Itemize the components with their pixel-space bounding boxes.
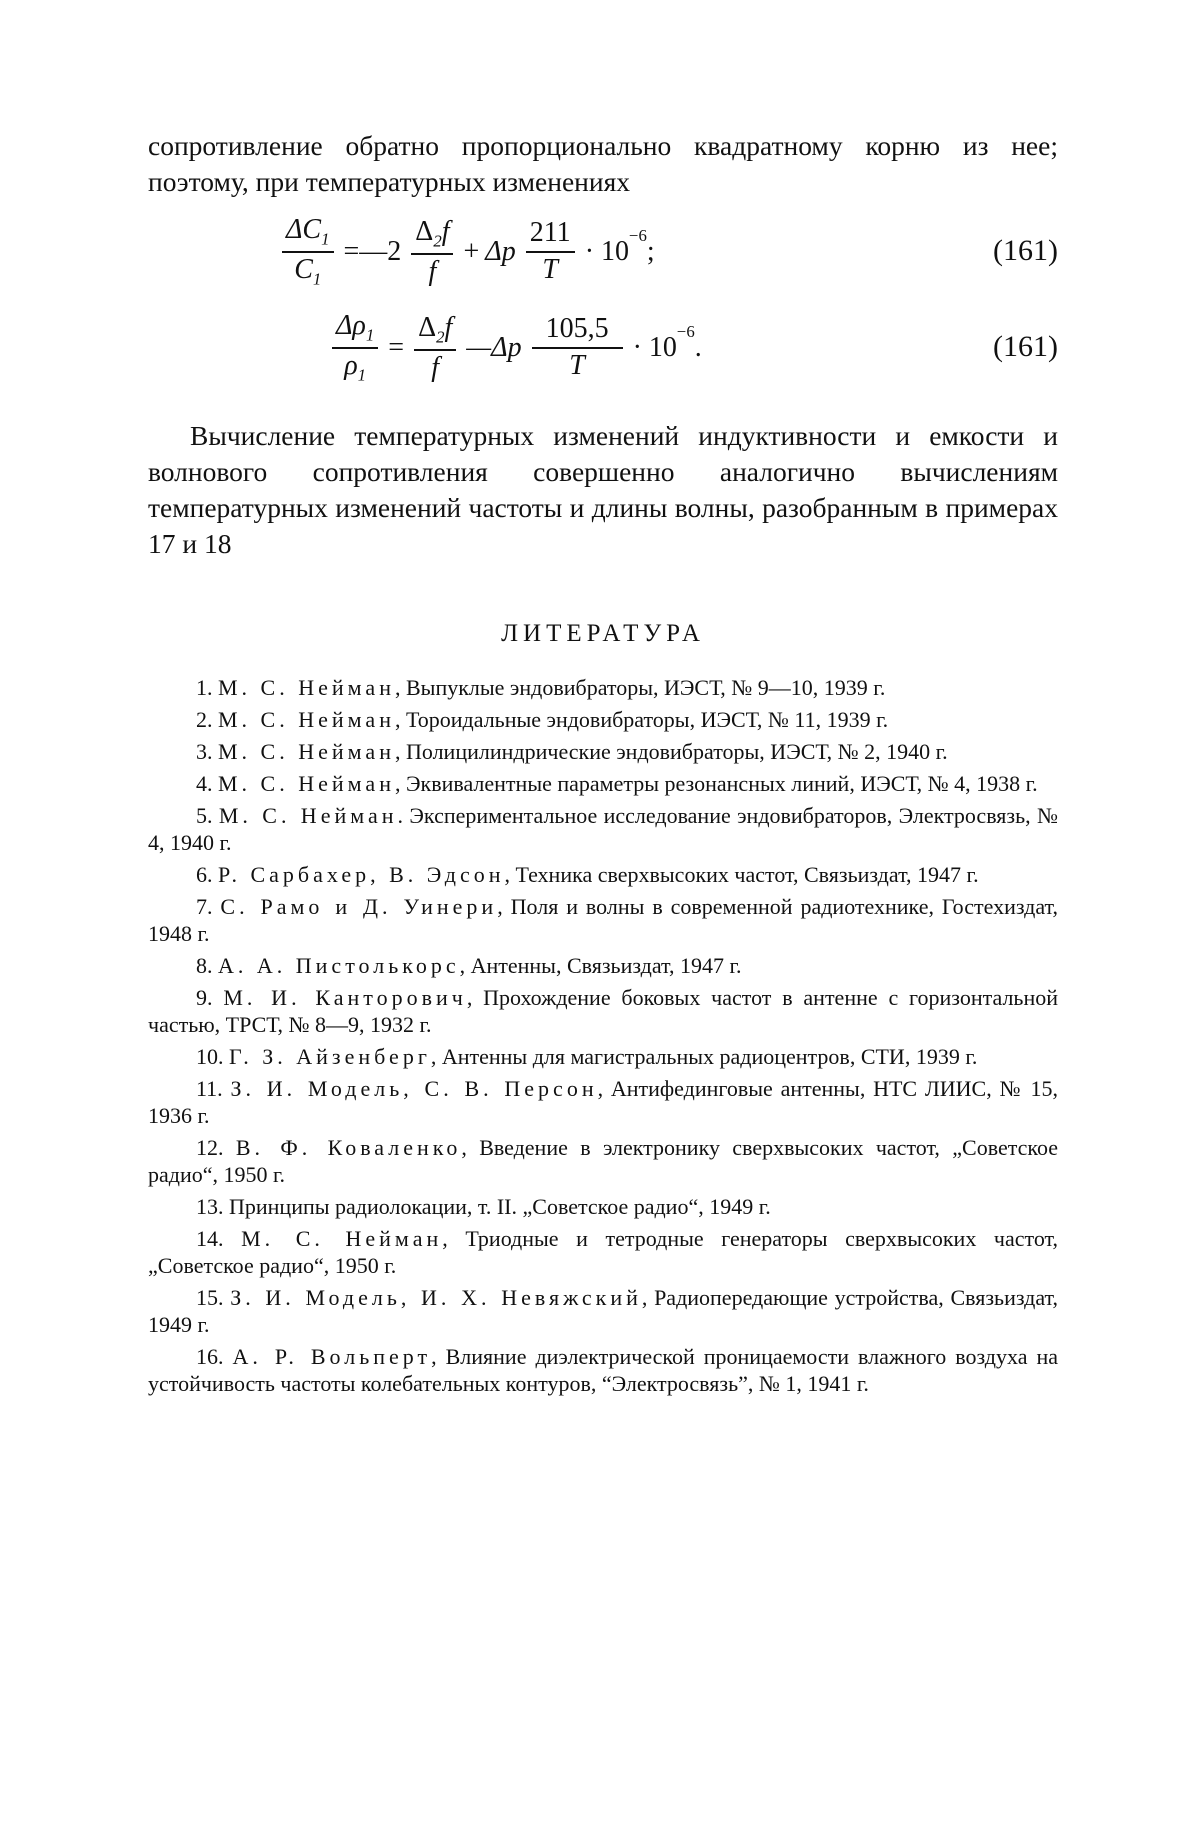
- reference-item: [148, 738, 1058, 765]
- formula-1-lhs-num: ΔC: [286, 213, 322, 245]
- reference-text: , Триодные и тетродные генераторы сверхвысоких частот, „Советское радио“, 1950 г.: [148, 1226, 1058, 1278]
- reference-item: [148, 1225, 1058, 1279]
- reference-text: , Тороидальные эндовибраторы, ИЭСТ, № 11, 1939 г.: [394, 707, 889, 732]
- formula-2-term2-num: 105,5: [532, 314, 623, 349]
- formula-1-plus: +: [463, 236, 480, 267]
- reference-item: [148, 1284, 1058, 1338]
- formula-2-tail: .: [694, 332, 702, 363]
- formula-2-term2: [532, 314, 623, 382]
- formula-2-term1-den: f: [431, 351, 440, 383]
- reference-author: М. С. Нейман: [218, 707, 395, 732]
- formula-1-exponent: −6: [629, 226, 647, 245]
- reference-number: 15.: [196, 1285, 224, 1310]
- reference-number: 6.: [196, 862, 213, 887]
- formula-1-term2-den: T: [542, 254, 558, 285]
- reference-item: [148, 861, 1058, 888]
- reference-text: , Антенны для магистральных радиоцентров, СТИ, 1939 г.: [430, 1044, 978, 1069]
- formula-1-term1-delta: Δ: [415, 215, 434, 247]
- reference-text: , Прохождение боковых частот в антенне с горизонтальной частью, ТРСТ, № 8—9, 1932 г.: [148, 985, 1058, 1037]
- reference-number: 8.: [196, 953, 213, 978]
- reference-author: М. С. Нейман: [218, 739, 395, 764]
- reference-number: 13.: [196, 1194, 224, 1219]
- reference-number: 1.: [196, 675, 213, 700]
- references-list: [148, 674, 1058, 1397]
- reference-number: 14.: [196, 1226, 224, 1251]
- formula-1-lhs-num-sub: 1: [321, 229, 330, 249]
- reference-item: [148, 1343, 1058, 1397]
- reference-number: 4.: [196, 771, 213, 796]
- reference-number: 5.: [196, 803, 213, 828]
- formula-2-lhs-den: ρ: [344, 350, 358, 381]
- reference-author: В. Ф. Коваленко: [235, 1135, 462, 1160]
- reference-text: . Экспериментальное исследование эндовибраторов, Электросвязь, № 4, 1940 г.: [148, 803, 1058, 855]
- reference-author: З. И. Модель, И. Х. Невяжский: [230, 1285, 642, 1310]
- reference-text: , Полицилиндрические эндовибраторы, ИЭСТ, № 2, 1940 г.: [394, 739, 948, 764]
- formula-1-term1-den: f: [428, 255, 437, 287]
- formula-2-eq: =: [388, 332, 405, 363]
- reference-text: , Эквивалентные параметры резонансных линий, ИЭСТ, № 4, 1938 г.: [394, 771, 1038, 796]
- page-content: [148, 128, 1058, 1402]
- formula-2-factor: · 10: [632, 332, 677, 363]
- reference-text: , Поля и волны в современной радиотехнике, Гостехиздат, 1948 г.: [148, 894, 1058, 946]
- formula-1-eq-coef: =—2: [343, 236, 402, 267]
- formula-2-exponent: −6: [676, 322, 695, 341]
- formula-2-term1-var: f: [444, 311, 453, 343]
- formula-2-lhs-num: Δρ: [336, 309, 366, 341]
- reference-author: З. И. Модель, С. В. Персон: [230, 1076, 598, 1101]
- formula-1-tail: ;: [646, 236, 655, 267]
- formula-1-number: (161): [993, 234, 1058, 267]
- formula-2-term1-delta: Δ: [418, 311, 437, 343]
- reference-item: [148, 1193, 1058, 1220]
- reference-number: 10.: [196, 1044, 224, 1069]
- formula-1-term2: [526, 218, 575, 286]
- reference-number: 9.: [196, 985, 213, 1010]
- reference-number: 11.: [196, 1076, 223, 1101]
- reference-item: [148, 1134, 1058, 1188]
- reference-text: , Антенны, Связьиздат, 1947 г.: [459, 953, 742, 978]
- reference-author: А. Р. Вольперт: [232, 1344, 432, 1369]
- reference-item: [148, 706, 1058, 733]
- reference-item: [148, 802, 1058, 856]
- formula-1-term1-var: f: [441, 215, 450, 247]
- references-heading: ЛИТЕРАТУРА: [501, 620, 705, 647]
- reference-author: Г. З. Айзенберг: [229, 1044, 431, 1069]
- formula-1-term1-sub: 2: [433, 231, 442, 251]
- reference-author: М. С. Нейман: [218, 803, 398, 828]
- formula-1-lhs-den: C: [294, 254, 313, 285]
- reference-author: А. А. Пистолькорс: [218, 953, 460, 978]
- reference-author: М. С. Нейман: [241, 1226, 443, 1251]
- reference-number: 3.: [196, 739, 213, 764]
- reference-item: [148, 674, 1058, 701]
- reference-number: 16.: [196, 1344, 224, 1369]
- reference-text: , Техника сверхвысоких частот, Связьиздат, 1947 г.: [504, 862, 979, 887]
- reference-number: 7.: [196, 894, 213, 919]
- reference-item: [148, 1075, 1058, 1129]
- reference-item: [148, 1043, 1058, 1070]
- formula-1-delta-p: Δp: [485, 236, 516, 267]
- reference-author: М. С. Нейман: [218, 771, 395, 796]
- formula-1-term1: [411, 217, 453, 288]
- formula-2-lhs: [332, 311, 378, 385]
- body-paragraph: Вычисление температурных изменений индуктивности и емкости и волнового сопротивления совершенно аналогично вычислениям температурных изменений частоты и длины волны, разобранным в примерах 17 и 18: [148, 420, 1058, 559]
- formula-2-term2-den: T: [569, 350, 585, 381]
- formula-1-lhs: [282, 215, 334, 289]
- reference-item: [148, 984, 1058, 1038]
- reference-number: 2.: [196, 707, 213, 732]
- reference-text: , Выпуклые эндовибраторы, ИЭСТ, № 9—10, 1939 г.: [394, 675, 886, 700]
- formula-1-lhs-den-sub: 1: [312, 269, 322, 289]
- reference-text: Принципы радиолокации, т. II. „Советское радио“, 1949 г.: [229, 1194, 771, 1219]
- formula-2-lhs-num-sub: 1: [365, 325, 375, 345]
- reference-item: [148, 893, 1058, 947]
- reference-text: , Антифединговые антенны, НТС ЛИИС, № 15, 1936 г.: [148, 1076, 1059, 1128]
- reference-author: Р. Сарбахер, В. Эдсон: [218, 862, 505, 887]
- reference-text: , Введение в электронику сверхвысоких частот, „Советское радио“, 1950 г.: [148, 1135, 1059, 1187]
- formula-1-factor: · 10: [584, 236, 630, 267]
- intro-paragraph: сопротивление обратно пропорционально квадратному корню из нее; поэтому, при температурных изменениях: [148, 130, 1058, 197]
- reference-author: М. И. Канторович: [223, 985, 467, 1010]
- formula-2-term1-sub: 2: [436, 327, 445, 347]
- formula-2: [148, 300, 1058, 396]
- reference-number: 12.: [196, 1135, 224, 1160]
- formula-1: [148, 204, 1058, 300]
- reference-author: М. С. Нейман: [218, 675, 395, 700]
- formula-2-minus-delta-p: —Δp: [466, 332, 522, 363]
- formula-2-term1: [414, 313, 456, 384]
- reference-item: [148, 770, 1058, 797]
- reference-text: , Радиопередающие устройства, Связьиздат, 1949 г.: [148, 1285, 1058, 1337]
- reference-item: [148, 952, 1058, 979]
- formula-2-lhs-den-sub: 1: [357, 365, 367, 385]
- formula-1-term2-num: 211: [526, 218, 575, 253]
- formula-2-number: (161): [993, 330, 1058, 363]
- reference-author: С. Рамо и Д. Уинери: [220, 894, 498, 919]
- reference-text: , Влияние диэлектрической проницаемости влажного воздуха на устойчивость частоты колебательных контуров, “Электросвязь”, № 1, 1941 г.: [148, 1344, 1058, 1396]
